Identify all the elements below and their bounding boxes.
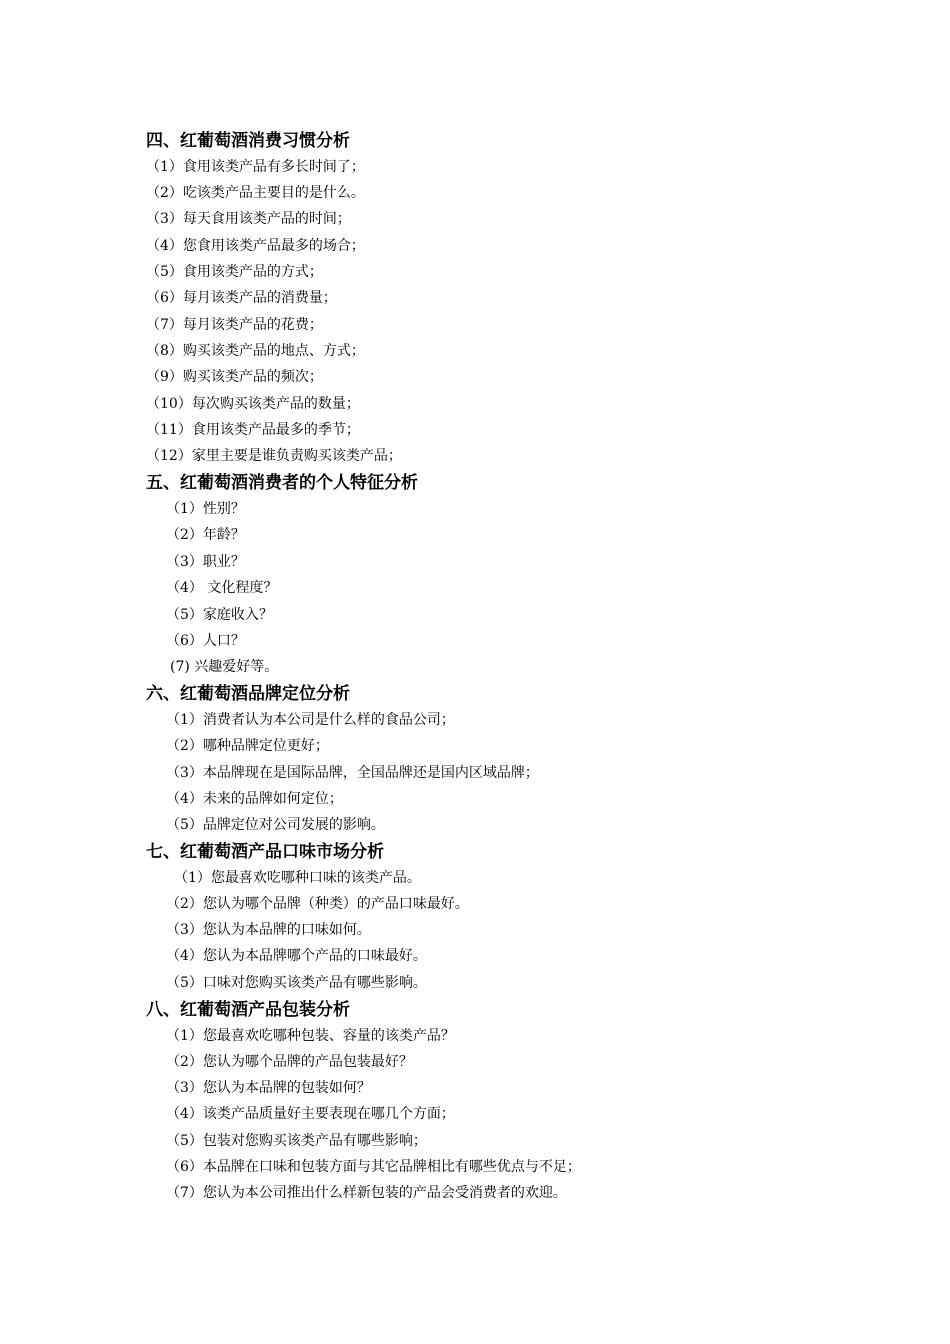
list-item: （7）每月该类产品的花费； [146,317,323,333]
list-item: （5）口味对您购买该类产品有哪些影响。 [166,975,427,991]
list-item: （9）购买该类产品的频次； [146,369,323,385]
list-item: （4）未来的品牌如何定位； [166,791,343,807]
list-item: （2）吃该类产品主要目的是什么。 [146,185,365,201]
list-item: （4）您食用该类产品最多的场合； [146,238,365,254]
list-item: （1）性别？ [166,501,245,517]
list-item: （6）本品牌在口味和包装方面与其它品牌相比有哪些优点与不足； [166,1159,581,1175]
list-item: （6）人口？ [166,633,245,649]
list-item: （12）家里主要是谁负责购买该类产品； [146,448,402,464]
list-item: （2）您认为哪个品牌（种类）的产品口味最好。 [166,896,469,912]
section-heading-4: 四、红葡萄酒消费习惯分析 [146,131,350,151]
list-item: （3）本品牌现在是国际品牌，全国品牌还是国内区域品牌； [166,765,539,781]
list-item: （11）食用该类产品最多的季节； [146,422,360,438]
list-item: （4）该类产品质量好主要表现在哪几个方面； [166,1106,455,1122]
list-item: （5）包装对您购买该类产品有哪些影响； [166,1133,427,1149]
section-heading-8: 八、红葡萄酒产品包装分析 [146,1000,350,1020]
section-heading-7: 七、红葡萄酒产品口味市场分析 [146,842,384,862]
list-item: （1）消费者认为本公司是什么样的食品公司； [166,712,455,728]
list-item: （3）您认为本品牌的口味如何。 [166,922,371,938]
list-item: (7) 兴趣爱好等。 [170,659,279,675]
list-item: （3）每天食用该类产品的时间； [146,211,351,227]
list-item: （6）每月该类产品的消费量； [146,290,337,306]
list-item: （4） 文化程度？ [166,580,278,596]
list-item: （1）您最喜欢吃哪种包装、容量的该类产品？ [166,1028,455,1044]
section-heading-6: 六、红葡萄酒品牌定位分析 [146,684,350,704]
list-item: （5）品牌定位对公司发展的影响。 [166,817,385,833]
list-item: （2）哪种品牌定位更好； [166,738,329,754]
list-item: （2）年龄？ [166,527,245,543]
list-item: （10）每次购买该类产品的数量； [146,396,360,412]
list-item: （4）您认为本品牌哪个产品的口味最好。 [166,948,427,964]
list-item: （8）购买该类产品的地点、方式； [146,343,365,359]
list-item: （3）职业？ [166,554,245,570]
list-item: （5）食用该类产品的方式； [146,264,323,280]
list-item: （1）食用该类产品有多长时间了； [146,159,365,175]
list-item: （1）您最喜欢吃哪种口味的该类产品。 [174,870,421,886]
list-item: （3）您认为本品牌的包装如何？ [166,1080,371,1096]
list-item: （5）家庭收入？ [166,607,273,623]
list-item: （2）您认为哪个品牌的产品包装最好？ [166,1054,413,1070]
list-item: （7）您认为本公司推出什么样新包装的产品会受消费者的欢迎。 [166,1185,567,1201]
section-heading-5: 五、红葡萄酒消费者的个人特征分析 [146,473,418,493]
